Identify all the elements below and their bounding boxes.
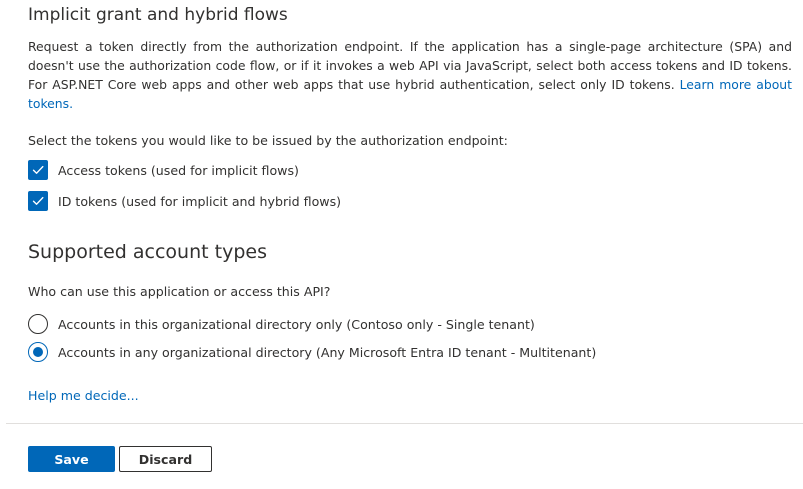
single-tenant-option[interactable] (28, 314, 535, 334)
multitenant-option[interactable] (28, 342, 596, 362)
implicit-grant-description (28, 37, 792, 113)
learn-more-tokens-link[interactable]: Learn more about tokens. (28, 77, 792, 111)
id-tokens-label[interactable]: ID tokens (used for implicit and hybrid flows) (58, 193, 342, 209)
footer-divider (6, 423, 803, 424)
access-tokens-option[interactable] (28, 160, 299, 180)
id-tokens-option[interactable] (28, 191, 341, 211)
tokens-prompt: Select the tokens you would like to be issued by the authorization endpoint: (28, 133, 508, 148)
id-tokens-checkbox[interactable] (28, 191, 48, 211)
supported-account-types-title: Supported account types (28, 241, 267, 263)
multitenant-label[interactable]: Accounts in any organizational directory (Any Microsoft Entra ID tenant - Multitenant) (58, 344, 597, 360)
access-tokens-label[interactable]: Access tokens (used for implicit flows) (58, 162, 299, 178)
multitenant-radio[interactable] (28, 342, 48, 362)
checkmark-icon (31, 194, 45, 208)
implicit-grant-description-text: Request a token directly from the authorization endpoint. If the application has a single-page architecture (SPA) and doesn't use the authorization code flow, or if it invokes a web API via JavaScript, select both access tokens and ID tokens. For ASP.NET Core web apps and other web apps that use hybrid authentication, select only ID tokens. (28, 39, 792, 92)
discard-button[interactable]: Discard (119, 446, 212, 472)
checkmark-icon (31, 163, 45, 177)
help-me-decide-link[interactable]: Help me decide... (28, 388, 139, 403)
accounts-prompt: Who can use this application or access this API? (28, 284, 331, 299)
single-tenant-label[interactable]: Accounts in this organizational directory only (Contoso only - Single tenant) (58, 316, 535, 332)
save-button[interactable]: Save (28, 446, 115, 472)
access-tokens-checkbox[interactable] (28, 160, 48, 180)
implicit-grant-title: Implicit grant and hybrid flows (28, 5, 288, 25)
radio-dot-icon (33, 347, 43, 357)
single-tenant-radio[interactable] (28, 314, 48, 334)
